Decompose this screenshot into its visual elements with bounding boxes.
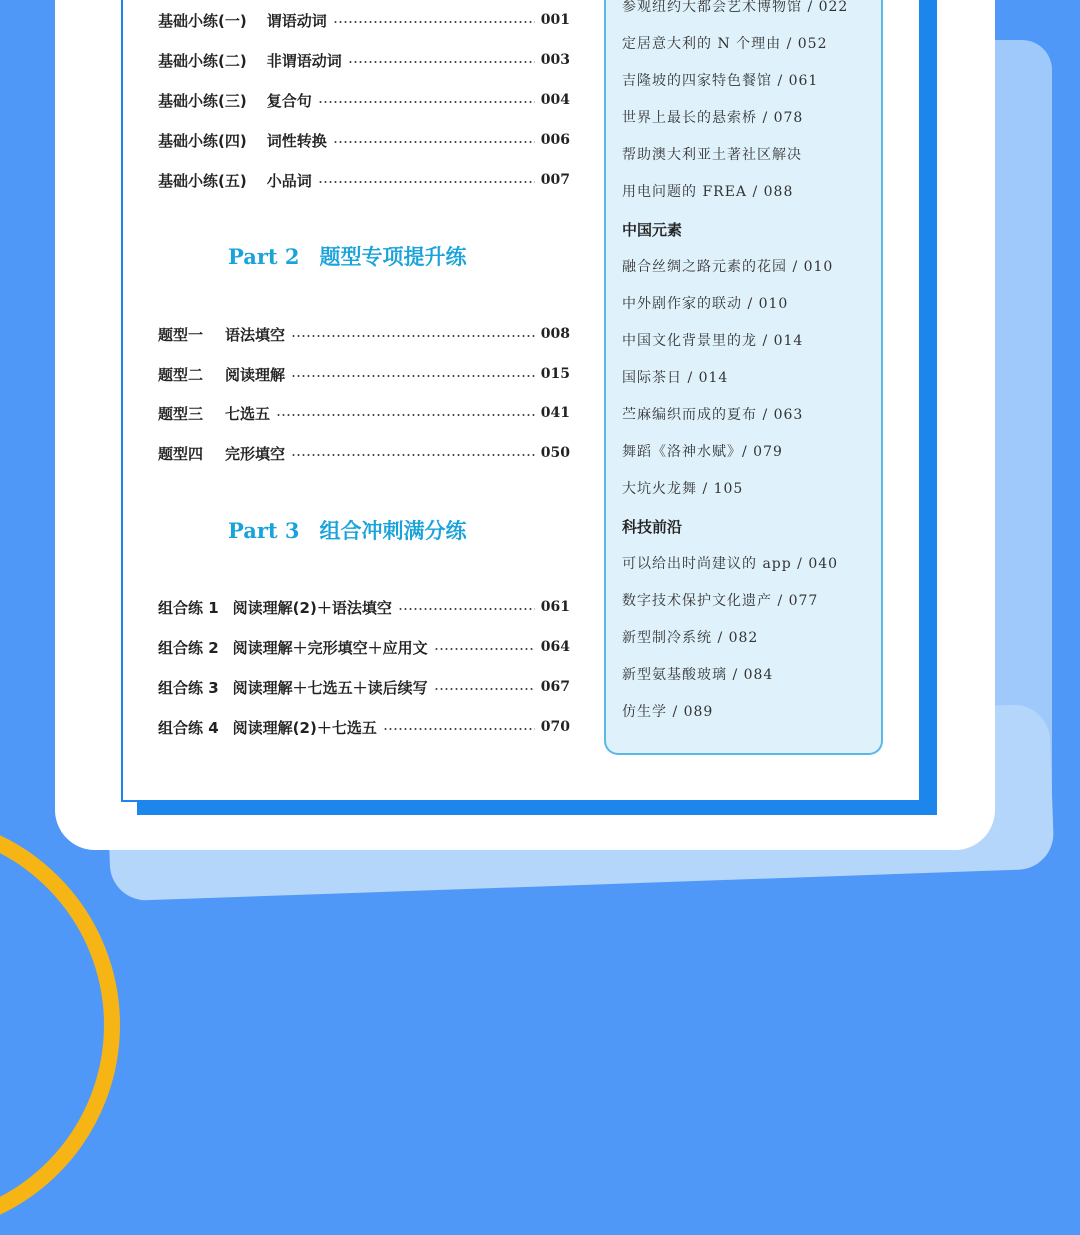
toc-row-page: 008 <box>540 326 570 342</box>
leader-dots <box>318 181 535 183</box>
toc-row <box>158 168 570 192</box>
toc-row <box>158 362 570 386</box>
toc-row-page: 041 <box>540 405 570 421</box>
toc-row <box>158 401 570 425</box>
toc-row-label: 基础小练(二) <box>158 51 247 70</box>
sidebar-heading-china-elements: 中国元素 <box>622 220 683 239</box>
toc-row <box>158 595 570 619</box>
sidebar-entry: 苎麻编织而成的夏布 / 063 <box>622 407 804 423</box>
toc-row <box>158 635 570 659</box>
sidebar-entry: 可以给出时尚建议的 app / 040 <box>622 556 839 572</box>
toc-row <box>158 675 570 699</box>
leader-dots <box>333 141 535 143</box>
sidebar-entry: 帮助澳大利亚土著社区解决 <box>622 147 802 163</box>
sidebar-entry: 新型氨基酸玻璃 / 084 <box>622 667 774 683</box>
part2-number: Part 2 <box>228 243 300 269</box>
sidebar-entry: 吉隆坡的四家特色餐馆 / 061 <box>622 73 819 89</box>
toc-row <box>158 128 570 152</box>
toc-row-label: 题型二 <box>158 365 204 384</box>
toc-row-title: 阅读理解(2)＋七选五 <box>232 718 377 737</box>
toc-row-title: 阅读理解(2)＋语法填空 <box>232 598 392 617</box>
sidebar-entry: 舞蹈《洛神水赋》/ 079 <box>622 444 783 460</box>
leader-dots <box>333 21 535 23</box>
sidebar-entry: 参观纽约大都会艺术博物馆 / 022 <box>622 0 849 15</box>
toc-row <box>158 88 570 112</box>
toc-row-label: 基础小练(五) <box>158 171 247 190</box>
part2-title: 题型专项提升练 <box>319 244 467 269</box>
toc-row-label: 组合练 2 <box>158 638 219 657</box>
leader-dots <box>383 728 535 730</box>
toc-row-title: 完形填空 <box>225 444 286 463</box>
toc-row-page: 067 <box>540 679 570 695</box>
toc-row-title: 阅读理解＋完形填空＋应用文 <box>232 638 428 657</box>
toc-row-page: 004 <box>540 92 570 108</box>
part3-heading <box>228 515 467 545</box>
toc-row-label: 组合练 4 <box>158 718 219 737</box>
leader-dots <box>291 375 535 377</box>
toc-row-title: 词性转换 <box>266 131 327 150</box>
toc-row-title: 谓语动词 <box>266 11 327 30</box>
sidebar-heading-tech-frontier: 科技前沿 <box>622 517 683 536</box>
leader-dots <box>291 335 535 337</box>
toc-row-title: 阅读理解 <box>225 365 286 384</box>
toc-row-title: 语法填空 <box>225 325 286 344</box>
toc-row-page: 064 <box>540 639 570 655</box>
sidebar-entry: 用电问题的 FREA / 088 <box>622 184 794 200</box>
part3-number: Part 3 <box>228 517 300 543</box>
toc-row-title: 七选五 <box>225 404 271 423</box>
sidebar-entry: 大坑火龙舞 / 105 <box>622 481 744 497</box>
toc-row <box>158 48 570 72</box>
sidebar-entry: 世界上最长的悬索桥 / 078 <box>622 110 804 126</box>
toc-row-title: 小品词 <box>266 171 312 190</box>
toc-row-page: 007 <box>540 172 570 188</box>
toc-row-page: 070 <box>540 719 570 735</box>
leader-dots <box>291 454 535 456</box>
toc-row-page: 061 <box>540 599 570 615</box>
sidebar-entry: 融合丝绸之路元素的花园 / 010 <box>622 259 834 275</box>
toc-row-label: 基础小练(四) <box>158 131 247 150</box>
toc-row-label: 基础小练(一) <box>158 11 247 30</box>
sidebar-entry: 仿生学 / 089 <box>622 704 714 720</box>
sidebar-entry: 定居意大利的 N 个理由 / 052 <box>622 36 828 52</box>
toc-row-label: 组合练 3 <box>158 678 219 697</box>
leader-dots <box>318 101 535 103</box>
sidebar-entry: 中外剧作家的联动 / 010 <box>622 296 789 312</box>
toc-row-label: 题型三 <box>158 404 204 423</box>
toc-row-title: 复合句 <box>266 91 312 110</box>
toc-row-title: 非谓语动词 <box>266 51 342 70</box>
toc-row-page: 001 <box>540 12 570 28</box>
toc-row-page: 003 <box>540 52 570 68</box>
toc-row-label: 组合练 1 <box>158 598 219 617</box>
toc-row-label: 题型一 <box>158 325 204 344</box>
toc-row-title: 阅读理解＋七选五＋读后续写 <box>232 678 428 697</box>
sidebar-entry: 数字技术保护文化遗产 / 077 <box>622 593 819 609</box>
toc-row-label: 题型四 <box>158 444 204 463</box>
sidebar-entry: 国际茶日 / 014 <box>622 370 729 386</box>
part3-title: 组合冲刺满分练 <box>319 518 467 543</box>
leader-dots <box>398 608 535 610</box>
part2-heading <box>228 241 467 271</box>
toc-row <box>158 441 570 465</box>
toc-row <box>158 715 570 739</box>
toc-row-page: 006 <box>540 132 570 148</box>
sidebar-entry: 中国文化背景里的龙 / 014 <box>622 333 804 349</box>
leader-dots <box>348 61 535 63</box>
decorative-yellow-arc <box>0 815 120 1235</box>
leader-dots <box>276 414 535 416</box>
toc-row <box>158 8 570 32</box>
toc-row-page: 050 <box>540 445 570 461</box>
toc-row <box>158 322 570 346</box>
toc-row-label: 基础小练(三) <box>158 91 247 110</box>
sidebar-entry: 新型制冷系统 / 082 <box>622 630 759 646</box>
leader-dots <box>434 648 535 650</box>
leader-dots <box>434 688 535 690</box>
toc-row-page: 015 <box>540 366 570 382</box>
